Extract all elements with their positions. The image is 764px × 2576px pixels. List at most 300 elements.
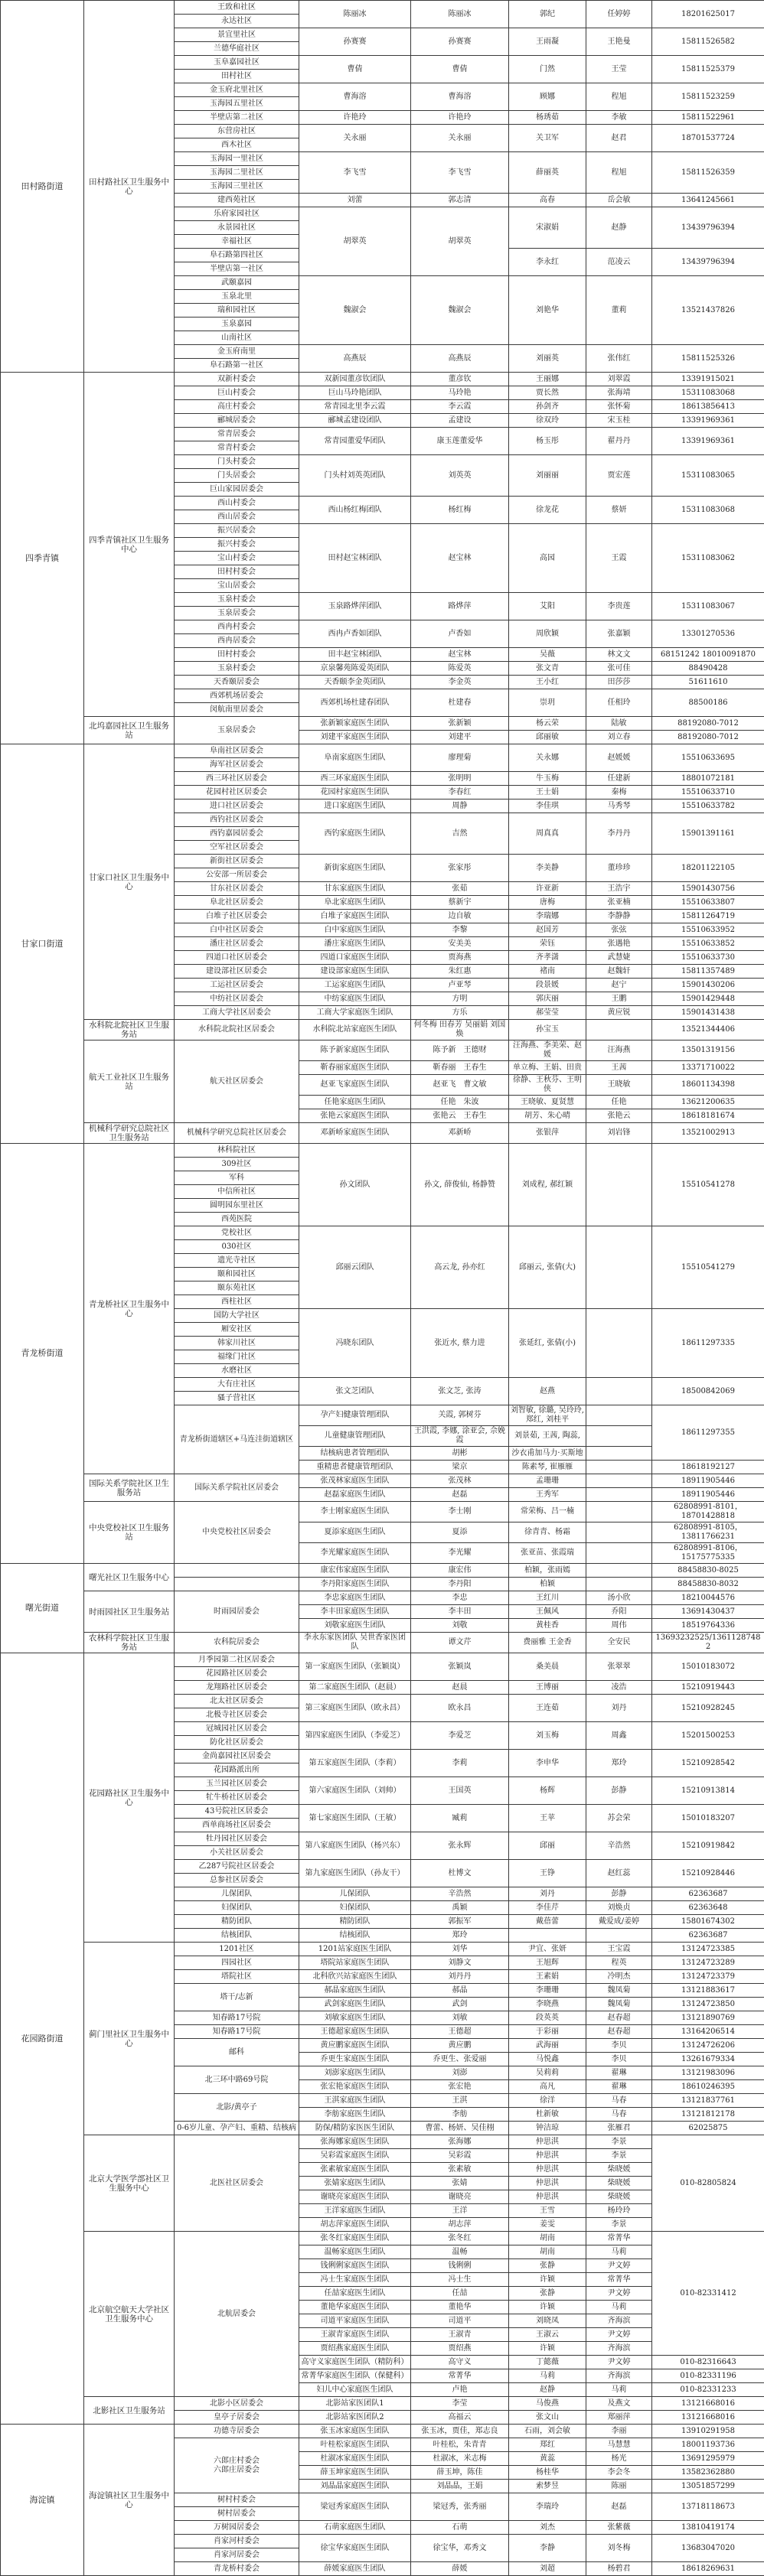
phone-cell: 15811522961 [652,111,764,125]
assistant-cell: 李景 [586,2218,652,2232]
health-center-cell: 机械科学研究总院社区卫生服务站 [84,1123,175,1144]
team-name-cell: 新街家庭医生团队 [299,855,411,882]
team-name-cell: 京泉馨苑陈爱英团队 [299,662,411,676]
community-cell: 幸福社区 [175,235,299,249]
doctor-cell: 马玲艳 [411,386,509,400]
community-cell: 景宜里社区 [175,28,299,42]
assistant-cell [586,1564,652,1578]
community-cell: 北极寺社区居委会 [175,1708,299,1722]
phone-cell: 15010183207 [652,1805,764,1832]
community-cell: 甘东社区居委会 [175,882,299,896]
community-cell: 西柱社区 [175,1295,299,1309]
phone-cell: 15311083068 [652,386,764,400]
assistant-cell: 苏会荣 [586,1805,652,1832]
community-cell: 永达社区 [175,15,299,28]
team-name-cell: 建设部家庭医生团队 [299,965,411,979]
assistant-cell: 马莉 [586,2301,652,2314]
community-cell: 玉阜嘉园社区 [175,56,299,70]
nurse-cell: 杨云荣 [509,717,586,731]
phone-cell: 13121983096 [652,2066,764,2080]
phone-cell: 13439796394 [652,207,764,249]
community-cell: 玉泉村委会 [175,593,299,607]
doctor-cell: 石萌 [411,2521,509,2535]
phone-cell: 15510633852 [652,937,764,951]
community-cell: 新街社区居委会 [175,855,299,868]
assistant-cell [586,1522,652,1543]
doctor-cell: 曹蕾、杨妍、吴佳栩 [411,2122,509,2135]
doctor-cell: 靳春丽 王春生 [411,1061,509,1075]
community-cell: 公安部一所居委会 [175,868,299,882]
street-name-cell: 曙光街道 [1,1564,84,1653]
doctor-cell: 郭志清 [411,194,509,207]
nurse-cell: 武海丽 [509,2039,586,2053]
team-name-cell: 妇儿中心家庭医生团队 [299,2383,411,2397]
table-row [1,1,764,15]
community-cell: 遗光寺社区 [175,1254,299,1268]
phone-cell: 010-82316643 [652,2356,764,2369]
phone-cell: 15901430756 [652,882,764,896]
phone-cell: 15311083067 [652,593,764,620]
assistant-cell: 陈丽 [586,2480,652,2493]
nurse-cell: 李瑞娜 [509,910,586,923]
doctor-cell: 廖理菊 [411,744,509,772]
doctor-cell: 杜淑冰，米志梅 [411,2452,509,2466]
phone-cell: 13121883617 [652,1984,764,1998]
doctor-cell: 刘静文 [411,1956,509,1970]
team-name-cell: 张玉冰家庭医生团队 [299,2425,411,2438]
team-name-cell: 夏添家庭医生团队 [299,1522,411,1543]
assistant-cell [586,1020,652,1040]
nurse-cell: 李永红 [509,249,586,276]
assistant-cell: 翟丹丹 [586,428,652,455]
phone-cell: 18610246395 [652,2080,764,2094]
assistant-cell: 王艳曼 [586,28,652,56]
doctor-cell: 李莹 [411,2397,509,2411]
nurse-cell: 邱丽敏 [509,731,586,744]
nurse-cell: 徐龙花 [509,497,586,524]
nurse-cell: 吴莉莉 [509,2066,586,2080]
doctor-cell: 刘晶晶，王娟 [411,2480,509,2493]
doctor-cell: 张海娜 [411,2135,509,2149]
assistant-cell: 常菁华 [586,2232,652,2245]
doctor-cell: 安美美 [411,937,509,951]
team-name-cell: 北影站家医团队1 [299,2397,411,2411]
community-cell: 大有庄社区 [175,1378,299,1392]
nurse-cell: 许颖 [509,2342,586,2356]
community-cell: 天香颐居委会 [175,676,299,689]
team-name-cell: 刘敬家庭医生团队 [299,1619,411,1633]
team-name-cell: 塔院站家庭医生团队 [299,1956,411,1970]
health-center-cell: 农林科学院社区卫生服务站 [84,1633,175,1653]
phone-cell: 010-82331196 [652,2369,764,2383]
community-cell: 振兴村委会 [175,538,299,552]
assistant-cell: 冷明杰 [586,1970,652,1984]
community-cell: 半壁店第二社区 [175,111,299,125]
phone-cell: 13621200635 [652,1096,764,1109]
doctor-cell: 邓新峤 [411,1123,509,1144]
phone-cell: 18201625017 [652,1,764,28]
nurse-cell: 李瑞玲 [509,2493,586,2521]
table-row [1,1144,764,1158]
doctor-cell: 任喆 [411,2287,509,2301]
phone-cell: 18500842069 [652,1378,764,1405]
team-name-cell: 李士刚家庭医生团队 [299,1502,411,1522]
doctor-cell: 关永丽 [411,125,509,152]
table-row [1,717,764,731]
community-cell: 空军社区居委会 [175,841,299,855]
community-cell: 六郎庄村委会 六郎庄居委会 [175,2438,299,2493]
assistant-cell: 李贝 [586,2053,652,2066]
team-name-cell: 白中家庭医生团队 [299,923,411,937]
community-cell: 国防大学社区 [175,1309,299,1323]
community-cell: 骚子营社区 [175,1392,299,1405]
phone-cell: 13693232525/13611287482 [652,1633,764,1653]
doctor-cell: 王淑青 [411,2328,509,2342]
doctor-cell: 赵亚飞 曹文敏 [411,1075,509,1096]
team-name-cell: 田丰赵宝林团队 [299,648,411,662]
assistant-cell: 周伟 [586,1619,652,1633]
nurse-cell: 马莉 [509,2369,586,2383]
community-cell: 玉海园二里社区 [175,166,299,180]
nurse-cell: 刘成程, 郝红颖 [509,1144,586,1226]
health-center-cell: 海淀镇社区卫生服务中心 [84,2425,175,2576]
team-name-cell: 薛媛家庭医生团队 [299,2562,411,2576]
team-name-cell: 工运家庭医生团队 [299,979,411,992]
assistant-cell: 赵春超 [586,2011,652,2025]
assistant-cell: 齐海滨 [586,2314,652,2328]
doctor-cell: 董艳华 [411,2301,509,2314]
phone-cell: 13124723850 [652,1998,764,2011]
assistant-cell: 程旭 [586,152,652,194]
team-name-cell: 曹海溶 [299,83,411,111]
team-name-cell: 钱俐俐家庭医生团队 [299,2259,411,2273]
phone-cell: 88458830-8032 [652,1578,764,1591]
nurse-cell: 胡南 [509,2232,586,2245]
nurse-cell: 沙衣甫加马力·买斯地 [509,1447,586,1461]
assistant-cell: 马莉 [586,2245,652,2259]
doctor-cell: 李士刚 [411,1502,509,1522]
community-cell: 半壁店第一社区 [175,262,299,276]
nurse-cell: 郭纪 [509,1,586,28]
assistant-cell: 秦梅 [586,786,652,800]
team-name-cell: 甘东家庭医生团队 [299,882,411,896]
team-name-cell: 西郊机场杜建春团队 [299,689,411,717]
phone-cell: 51611610 [652,676,764,689]
team-name-cell: 司道平家庭医生团队 [299,2314,411,2328]
assistant-cell: 戴爱成/姜婷 [586,1915,652,1929]
team-name-cell: 张婧家庭医生团队 [299,2177,411,2190]
doctor-cell: 王国英 [411,1777,509,1805]
table-row [1,1653,764,1667]
team-name-cell: 阜南家庭医生团队 [299,744,411,772]
phone-cell: 15311083068 [652,497,764,524]
assistant-cell: 尹文婷 [586,2259,652,2273]
phone-cell: 15510633952 [652,923,764,937]
team-name-cell: 王淇家庭医生团队 [299,2094,411,2108]
team-name-cell: 刘澎家庭医生团队 [299,2066,411,2080]
doctor-cell: 张艳云 王春生 [411,1109,509,1123]
table-row [1,373,764,386]
assistant-cell: 林文文 [586,648,652,662]
assistant-cell: 刘焕贞 [586,1901,652,1915]
nurse-cell: 张文青 [509,662,586,676]
community-cell: 王致和社区 [175,1,299,15]
phone-cell: 13261679334 [652,2053,764,2066]
community-cell: 双新村委会 [175,373,299,386]
nurse-cell: 王素娟 [509,1970,586,1984]
assistant-cell: 刘翠霞 [586,373,652,386]
table-row [1,2135,764,2149]
nurse-cell: 王佩风 [509,1605,586,1619]
table-row [1,2232,764,2245]
team-name-cell: 中纺家庭医生团队 [299,992,411,1006]
health-center-cell: 北京大学医学部社区卫生服务中心 [84,2135,175,2232]
doctor-cell: 陈爱英 [411,662,509,676]
nurse-cell: 郑红 [509,2438,586,2452]
community-cell: 北医社区居委会 [175,2135,299,2232]
team-name-cell: 高燕辰 [299,345,411,373]
team-name-cell: 常青园北里李云霞 [299,400,411,414]
assistant-cell: 黄应锐 [586,1006,652,1020]
team-name-cell: 工商大学家庭医生团队 [299,1006,411,1020]
team-name-cell: 儿童健康管理团队 [299,1426,411,1447]
community-cell: 西冉村委会 [175,620,299,634]
assistant-cell: 张雁君 [586,2122,652,2135]
table-row [1,1564,764,1578]
team-name-cell: 精防团队 [299,1915,411,1929]
doctor-cell: 郝晶 [411,1984,509,1998]
community-cell: 常青居委会 [175,428,299,441]
assistant-cell: 张紫薇 [586,2521,652,2535]
nurse-cell: 杨玉彤 [509,428,586,455]
phone-cell: 18611297335 [652,1309,764,1378]
nurse-cell: 赵燕 [509,1378,586,1405]
community-cell: 永景园社区 [175,221,299,235]
doctor-cell: 黄应鹏 [411,2039,509,2053]
phone-cell: 88458830-8025 [652,1564,764,1578]
doctor-cell: 陈予新 王德财 [411,1040,509,1061]
phone-cell: 15210928446 [652,1860,764,1887]
phone-cell: 010-82331233 [652,2383,764,2397]
table-row [1,1502,764,1522]
nurse-cell: 唐梅 [509,896,586,910]
community-cell: 军科 [175,1171,299,1185]
assistant-cell: 宋玉桂 [586,414,652,428]
doctor-cell: 张茂林 [411,1474,509,1488]
table-row [1,2397,764,2411]
team-name-cell: 徐宝华家庭医生团队 [299,2535,411,2562]
community-cell: 建西苑社区 [175,194,299,207]
community-cell: 塔干/志新 [175,1984,299,2011]
doctor-cell: 赵宝林 [411,648,509,662]
phone-cell: 13521344406 [652,1020,764,1040]
doctor-cell: 张玉冰，贾佳，郑志良 [411,2425,509,2438]
community-cell: 高庄村委会 [175,400,299,414]
health-center-cell: 花园路社区卫生服务中心 [84,1653,175,1943]
nurse-cell: 杨桂华 [509,2466,586,2480]
doctor-cell: 刘澎 [411,2066,509,2080]
street-name-cell: 甘家口街道 [1,744,84,1144]
phone-cell: 88490428 [652,662,764,676]
community-cell: 0-6岁儿童、孕产妇、重精、结核病 [175,2122,299,2135]
community-cell: 西冉居委会 [175,634,299,648]
community-cell: 进口社区居委会 [175,800,299,813]
assistant-cell [586,1426,652,1447]
nurse-cell: 张静 [509,2287,586,2301]
phone-cell: 13582362880 [652,2466,764,2480]
community-cell: 43号院社区居委会 [175,1805,299,1819]
doctor-cell: 李丰田 [411,1605,509,1619]
assistant-cell [586,1461,652,1474]
phone-cell: 010-82331412 [652,2232,764,2356]
doctor-cell: 杨红梅 [411,497,509,524]
doctor-cell: 贾绍燕 [411,2342,509,2356]
phone-cell: 88192080-7012 [652,717,764,731]
community-cell: 塔院社区 [175,1970,299,1984]
community-cell: 林科院社区 [175,1144,299,1158]
phone-cell: 15510633730 [652,951,764,965]
doctor-cell: 张宏艳 [411,2080,509,2094]
team-name-cell: 常菁华家庭医生团队（保健科） [299,2369,411,2383]
health-center-cell: 北京航空航天大学社区卫生服务中心 [84,2232,175,2397]
assistant-cell: 齐海滨 [586,2342,652,2356]
assistant-cell: 杨碧君 [586,2562,652,2576]
team-name-cell: 妇保团队 [299,1901,411,1915]
team-name-cell: 乔更生家庭医生团队 [299,2053,411,2066]
doctor-cell: 王洪霞, 李娜, 涂亚会, 佘娩霞 [411,1426,509,1447]
assistant-cell: 王霞 [586,524,652,593]
community-cell: 阜石路第四社区 [175,249,299,262]
assistant-cell: 马莉 [586,2383,652,2397]
assistant-cell: 汪海燕 [586,1040,652,1061]
community-cell: 党校社区 [175,1226,299,1240]
phone-cell: 13691295979 [652,2452,764,2466]
nurse-cell: 汪海燕、李美荣、赵媛 [509,1040,586,1061]
team-name-cell: 四道口家庭医生团队 [299,951,411,965]
team-name-cell: 梁冠秀家庭医生团队 [299,2493,411,2521]
doctor-cell: 禹颖 [411,1901,509,1915]
team-name-cell: 田村赵宝林团队 [299,524,411,593]
nurse-cell: 姜雯 [509,2218,586,2232]
doctor-cell: 李云霞 [411,400,509,414]
nurse-cell: 周欣颖 [509,620,586,648]
assistant-cell: 周鑫 [586,1722,652,1750]
phone-cell: 13439796394 [652,249,764,276]
doctor-cell: 胡翠英 [411,207,509,276]
community-cell: 邮科 [175,2039,299,2066]
nurse-cell: 刘景茹, 王茜, 陶蕊, [509,1426,586,1447]
doctor-cell: 董彦钦 [411,373,509,386]
doctor-cell: 张颖岚 [411,1653,509,1681]
nurse-cell: 许颖 [509,2273,586,2287]
nurse-cell: 马俊燕 [509,2397,586,2411]
community-cell: 西钓社区居委会 [175,813,299,827]
team-name-cell: 防保/精防家医医生团队 [299,2122,411,2135]
nurse-cell: 刘杰 [509,2521,586,2535]
doctor-cell: 王洋 [411,2204,509,2218]
community-cell: 西三环社区居委会 [175,772,299,786]
table-row [1,1020,764,1040]
assistant-cell: 彭静 [586,1887,652,1901]
doctor-cell: 高守义 [411,2356,509,2369]
assistant-cell: 郑玲 [586,1750,652,1777]
doctor-cell: 高福云 [411,2411,509,2425]
team-name-cell: 王淑青家庭医生团队 [299,2328,411,2342]
doctor-cell: 张素敏 [411,2163,509,2177]
doctor-cell: 李春红 [411,786,509,800]
doctor-cell: 徐宝华，邓秀文 [411,2535,509,2562]
doctor-cell: 王德超 [411,2025,509,2039]
assistant-cell [586,1488,652,1502]
community-cell: 中纺社区居委会 [175,992,299,1006]
doctor-cell: 高云龙, 孙亦红 [411,1226,509,1309]
team-name-cell: 第八家庭医生团队（杨兴东） [299,1832,411,1860]
team-name-cell: 常青园董爱华团队 [299,428,411,455]
phone-cell: 18618269631 [652,2562,764,2576]
doctor-cell: 张明明 [411,772,509,786]
nurse-cell: 关卫军 [509,125,586,152]
community-cell: 西山居委会 [175,510,299,524]
assistant-cell: 任艳 [586,1096,652,1109]
community-cell: 防化社区居委会 [175,1736,299,1750]
nurse-cell: 王旭辉 [509,1956,586,1970]
doctor-cell: 曹海溶 [411,83,509,111]
team-name-cell: 张茂林家庭医生团队 [299,1474,411,1488]
phone-cell: 18911905446 [652,1474,764,1488]
assistant-cell: 王晓敏 [586,1075,652,1096]
nurse-cell: 刘晓凤 [509,2314,586,2328]
community-cell: 花园路派出所 [175,1763,299,1777]
nurse-cell: 常荣梅、吕一楠 [509,1502,586,1522]
nurse-cell: 李静 [509,2535,586,2562]
doctor-cell: 蔡新宇 [411,896,509,910]
nurse-cell: 许颖 [509,2301,586,2314]
assistant-cell: 张艳云 [586,1109,652,1123]
nurse-cell: 李申华 [509,1750,586,1777]
community-cell: 青龙桥村委会 [175,2562,299,2576]
community-cell: 国际关系学院社区居委会 [175,1474,299,1502]
team-name-cell: 张冬红家庭医生团队 [299,2232,411,2245]
phone-cell: 15901430206 [652,979,764,992]
phone-cell: 13521002913 [652,1123,764,1144]
nurse-cell: 索梦昱 [509,2480,586,2493]
doctor-cell: 钱俐俐 [411,2259,509,2273]
assistant-cell: 岳会敏 [586,194,652,207]
community-cell: 航天社区居委会 [175,1040,299,1123]
assistant-cell [586,1447,652,1461]
community-cell: 金尚嘉园社区居委会 [175,1750,299,1763]
team-name-cell: 张宏艳家庭医生团队 [299,2080,411,2094]
community-cell: 精防团队 [175,1915,299,1929]
nurse-cell: 齐孝潇 [509,951,586,965]
nurse-cell: 王晓敏、夏贤慧 [509,1096,586,1109]
community-cell: 花园村社区居委会 [175,786,299,800]
phone-cell: 15311083065 [652,455,764,497]
nurse-cell: 王士娟 [509,786,586,800]
community-cell: 闵航南里居委会 [175,703,299,717]
community-cell: 厢安社区 [175,1323,299,1337]
assistant-cell: 张弦 [586,923,652,937]
community-cell: 潘庄社区居委会 [175,937,299,951]
assistant-cell: 李贵莲 [586,593,652,620]
phone-cell: 13124723385 [652,1943,764,1956]
assistant-cell: 任建新 [586,772,652,786]
doctor-cell: 张新颖 [411,717,509,731]
team-name-cell: 叶桂松家庭医生团队 [299,2438,411,2452]
nurse-cell: 刘智敏, 徐璐, 吴玲玲, 郑红, 刘桂平 [509,1405,586,1426]
community-cell: 宝山居委会 [175,579,299,593]
table-row [1,1123,764,1144]
